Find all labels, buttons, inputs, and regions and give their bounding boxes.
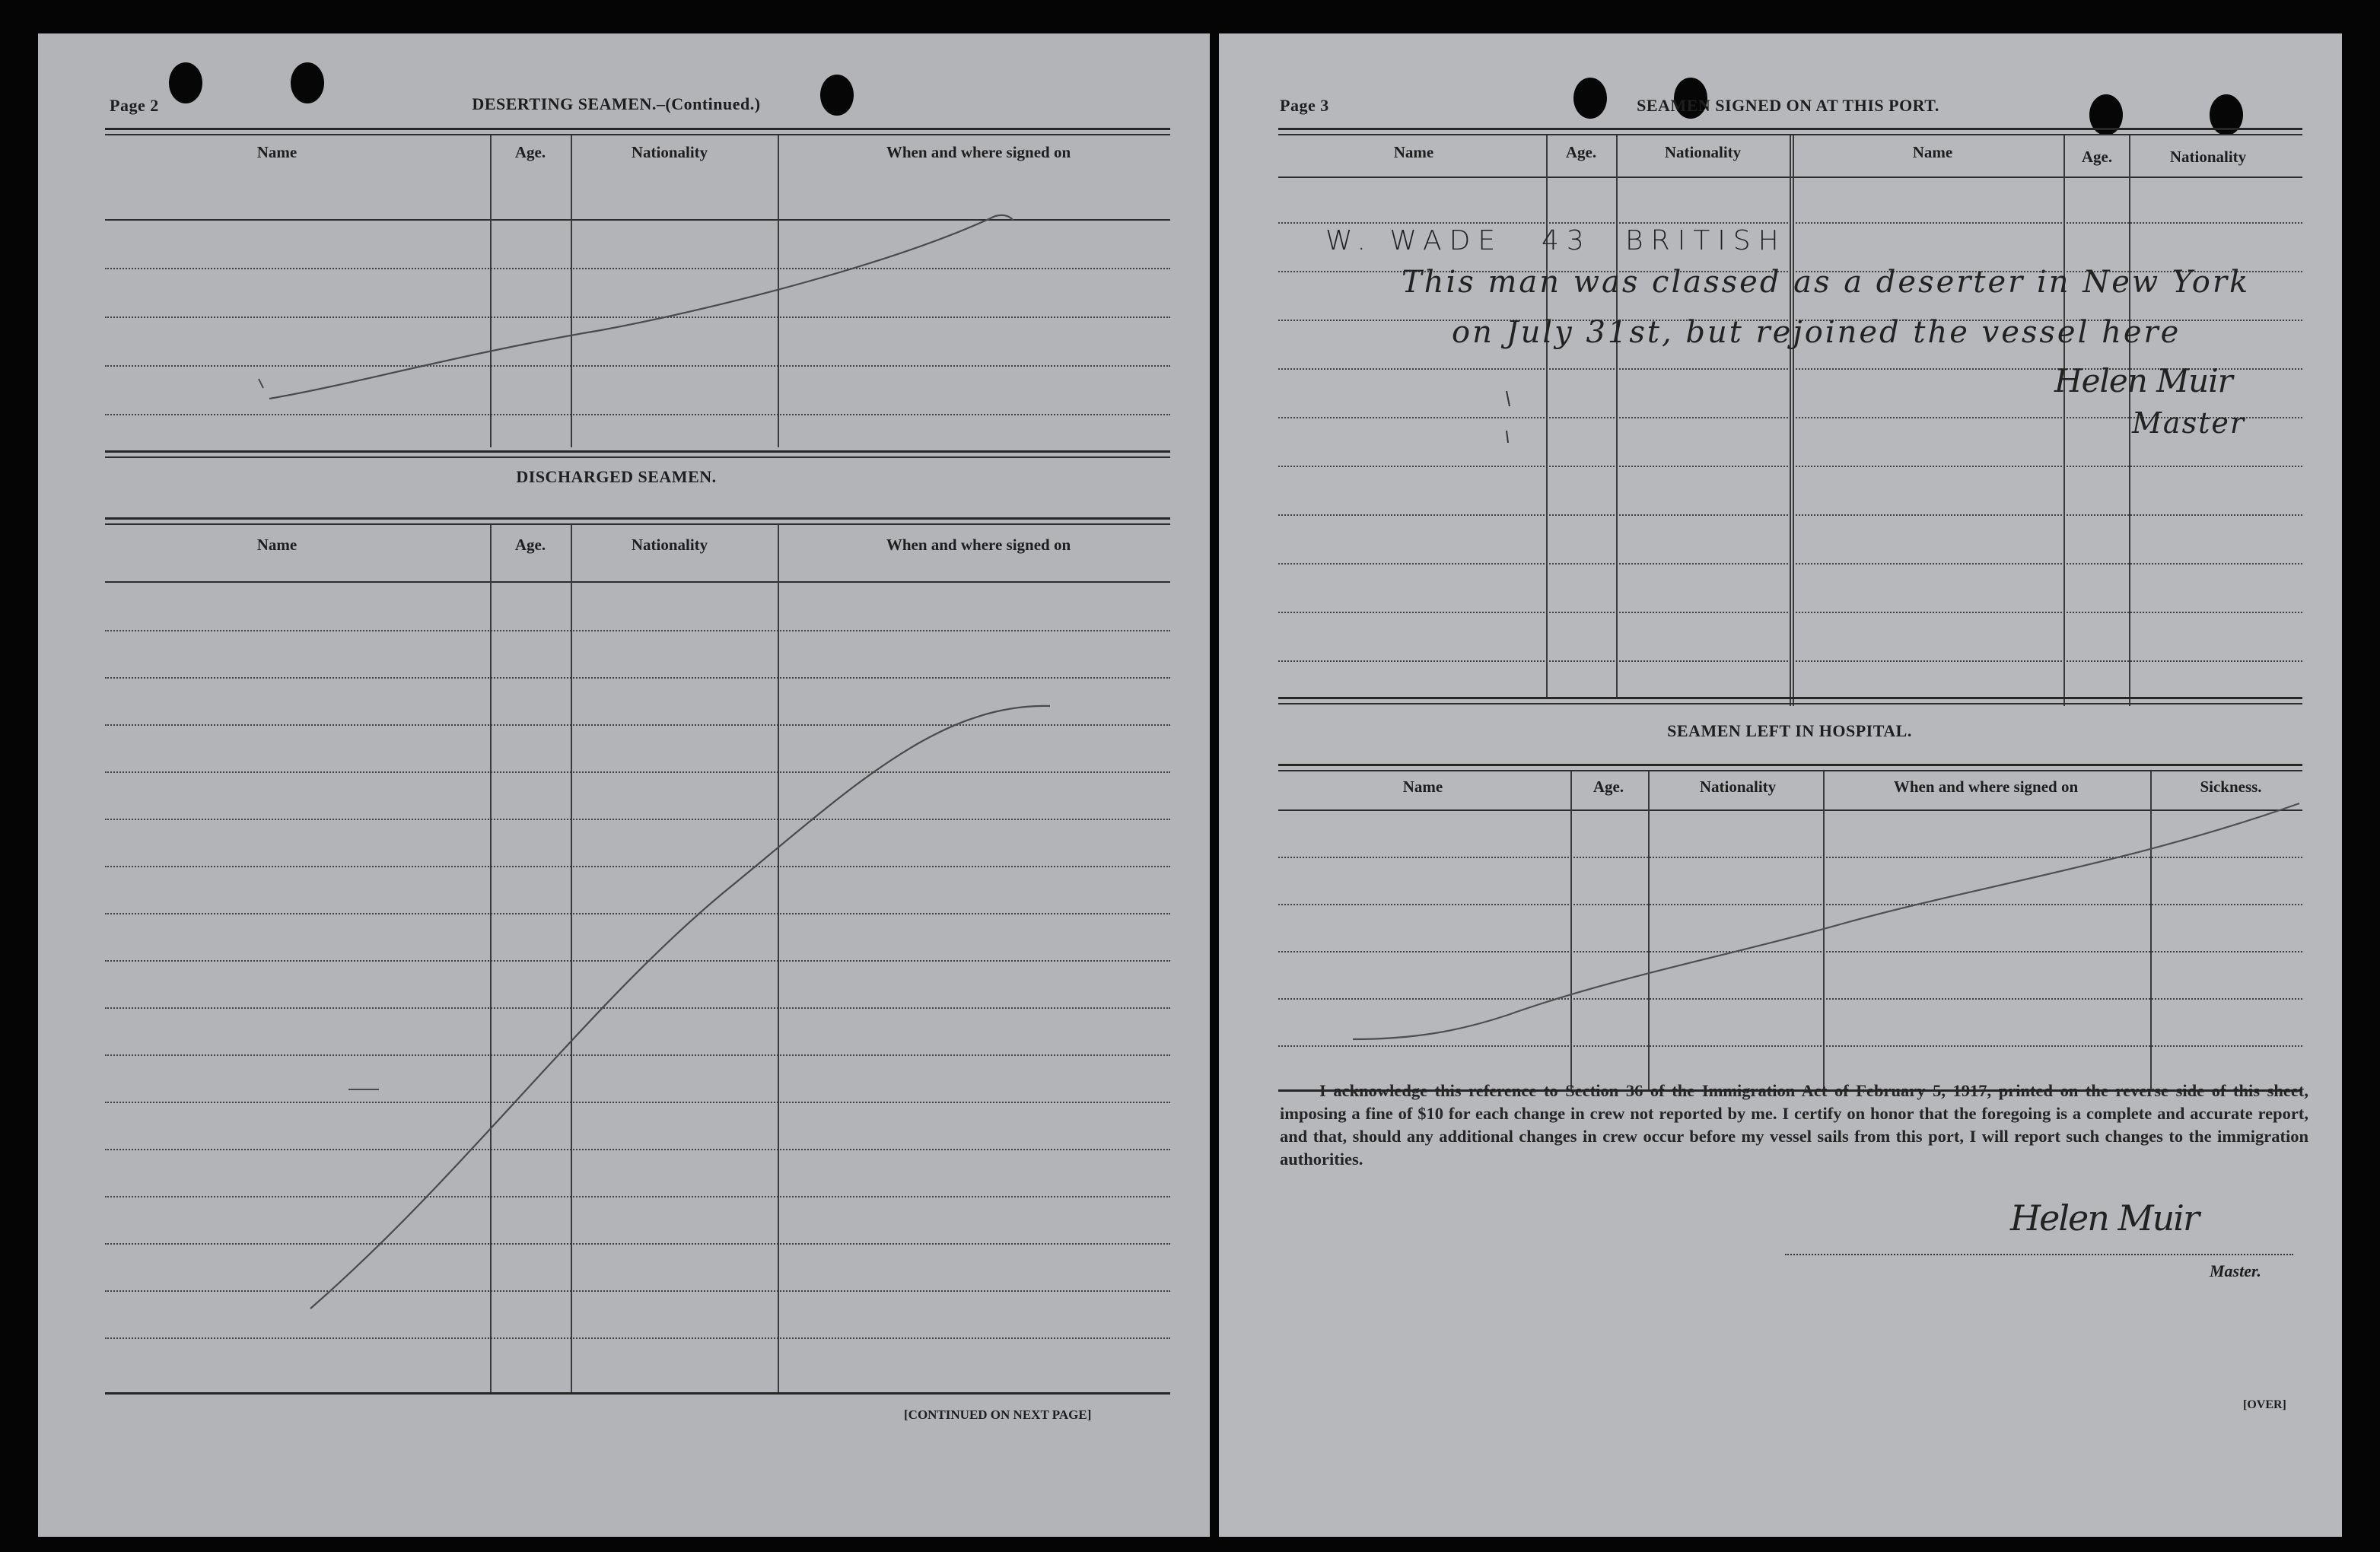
table-row: [105, 365, 1170, 367]
column-header: When and where signed on: [1893, 778, 2079, 796]
discharged-table: [105, 517, 1170, 1407]
table-row: [105, 866, 1170, 867]
punch-hole: [1573, 78, 1607, 119]
table-row: [105, 1149, 1170, 1150]
column-header: Name: [1912, 143, 1953, 161]
handwritten-age: 43: [1542, 225, 1592, 256]
punch-hole: [169, 62, 202, 103]
column-header: Nationality: [1699, 778, 1777, 796]
page-number: Page 3: [1280, 96, 1329, 115]
table-row: [105, 819, 1170, 820]
column-header: When and where signed on: [886, 143, 1071, 161]
table-row: [105, 1337, 1170, 1339]
table-row: [1278, 998, 2302, 1000]
table-row: [105, 1102, 1170, 1103]
column-header: Name: [256, 143, 298, 161]
table-row: [105, 316, 1170, 318]
column-header: Age.: [1592, 778, 1624, 796]
table-row: [1278, 1045, 2302, 1047]
master-signature: Helen Muir: [2010, 1197, 2198, 1239]
handwritten-nationality: BRITISH: [1625, 225, 1787, 256]
table-row: [105, 677, 1170, 679]
column-header: Age.: [2081, 148, 2113, 166]
table-row: [1278, 904, 2302, 905]
column-header: Age.: [1565, 143, 1597, 161]
hospital-section-title: SEAMEN LEFT IN HOSPITAL.: [1667, 721, 1912, 740]
table-row: [105, 960, 1170, 962]
handwritten-name: W. WADE: [1325, 225, 1503, 256]
column-header: Sickness.: [2200, 778, 2262, 796]
table-row: [105, 771, 1170, 773]
column-header: Nationality: [631, 536, 708, 554]
table-row: [105, 1054, 1170, 1056]
acknowledgement-text: I acknowledge this reference to Section 36 of the Immigration Act of February 5, 1917, printed on the reverse side of this sheet, imposing a fine of $10 for each change in crew not reported by me. I certify on honor that the foregoing is a complete and accurate report, and that, should any additional changes in crew occur before my vessel sails from this port, I will report such changes to the immigration authorities.: [1280, 1081, 2308, 1169]
column-header: Name: [256, 536, 298, 554]
table-row: [1278, 951, 2302, 953]
column-header: Name: [1393, 143, 1434, 161]
deserting-section-title: DESERTING SEAMEN.–(Continued.): [472, 94, 761, 113]
page-number: Page 2: [110, 96, 159, 115]
punch-hole: [820, 75, 854, 116]
right-page: [1219, 33, 2342, 1537]
left-page: [38, 33, 1210, 1537]
table-row: [105, 414, 1170, 415]
column-header: Nationality: [631, 143, 708, 161]
table-row: [105, 1290, 1170, 1292]
table-row: [105, 1007, 1170, 1009]
table-row: [105, 1196, 1170, 1197]
over-note: [OVER]: [2243, 1398, 2286, 1411]
table-row: [105, 724, 1170, 726]
column-header: Nationality: [1664, 143, 1742, 161]
table-row: [105, 268, 1170, 269]
handwritten-signature: Helen Muir: [2054, 362, 2232, 399]
column-header: Age.: [514, 536, 546, 554]
table-row: [105, 913, 1170, 914]
handwritten-master: Master: [2132, 406, 2245, 440]
handwritten-note-line: on July 31st, but rejoined the vessel here: [1452, 315, 2181, 350]
deserting-table: [105, 128, 1170, 455]
column-header: Nationality: [2169, 148, 2247, 166]
table-row: [105, 1243, 1170, 1245]
handwritten-note-line: This man was classed as a deserter in New York: [1402, 265, 2251, 300]
table-row: [105, 630, 1170, 631]
hospital-table: [1278, 764, 2302, 1103]
column-header: Name: [1402, 778, 1443, 796]
signature-line: [1785, 1254, 2293, 1255]
master-label: Master.: [2210, 1261, 2261, 1280]
signed-on-section-title: SEAMEN SIGNED ON AT THIS PORT.: [1637, 96, 1939, 115]
continued-note: [CONTINUED ON NEXT PAGE]: [904, 1407, 1092, 1422]
column-header: When and where signed on: [886, 536, 1071, 554]
table-row: [1278, 857, 2302, 858]
column-header: Age.: [514, 143, 546, 161]
discharged-section-title: DISCHARGED SEAMEN.: [516, 467, 717, 486]
punch-hole: [291, 62, 324, 103]
